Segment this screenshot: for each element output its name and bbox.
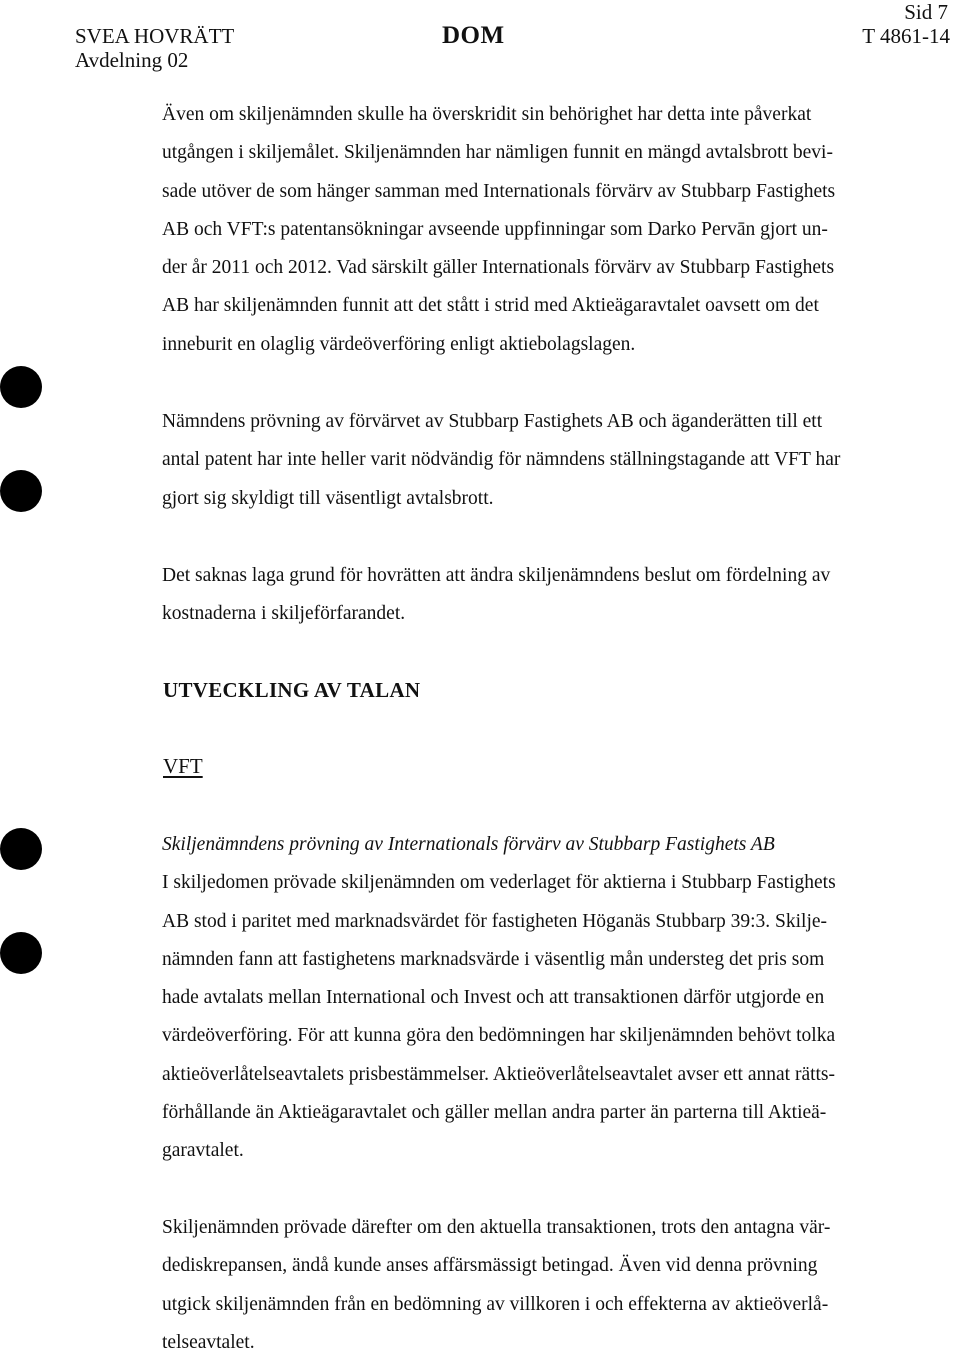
case-number: T 4861-14: [862, 24, 950, 48]
document-type: DOM: [442, 22, 505, 49]
text-line: nämnden fann att fastighetens marknadsvärde i väsentlig mån understeg det pris som: [162, 948, 825, 970]
text-line: Nämndens prövning av förvärvet av Stubbarp Fastighets AB och äganderätten till ett: [162, 411, 823, 432]
paragraph-3: [162, 557, 932, 634]
text-line: Skiljenämnden prövade därefter om den aktuella transaktionen, trots den antagna vär-: [162, 1217, 831, 1238]
paragraph-2: [162, 403, 932, 518]
text-line: der år 2011 och 2012. Vad särskilt gäller Internationals förvärv av Stubbarp Fastighets: [162, 257, 835, 279]
text-line: AB stod i paritet med marknadsvärdet för fastigheten Höganäs Stubbarp 39:3. Skilje-: [162, 910, 828, 932]
page-number: Sid 7: [904, 0, 948, 24]
text-line: utgick skiljenämnden från en bedömning av villkoren i och effekterna av aktieöverlå-: [162, 1293, 829, 1315]
text-line: AB har skiljenämnden funnit att det stått i strid med Aktieägaravtalet oavsett om det: [162, 295, 819, 317]
text-line: telseavtalet.: [162, 1331, 255, 1353]
court-name: SVEA HOVRÄTT: [75, 24, 235, 48]
punch-hole: [0, 470, 42, 512]
text-line: kostnaderna i skiljeförfarandet.: [162, 603, 406, 625]
paragraph-1: [162, 96, 932, 364]
text-line: sade utöver de som hänger samman med Internationals förvärv av Stubbarp Fastighets: [162, 180, 836, 202]
division: Avdelning 02: [75, 48, 189, 72]
text-line: Det saknas laga grund för hovrätten att ändra skiljenämndens beslut om fördelning av: [162, 565, 831, 586]
text-line: garavtalet.: [162, 1140, 244, 1162]
text-line: dediskrepansen, ändå kunde anses affärsmässigt betingad. Även vid denna prövning: [162, 1255, 818, 1277]
subsection-title: Skiljenämndens prövning av Internationals förvärv av Stubbarp Fastighets AB: [162, 834, 775, 855]
text-line: gjort sig skyldigt till väsentligt avtalsbrott.: [162, 487, 494, 509]
text-line: utgången i skiljemålet. Skiljenämnden har nämligen funnit en mängd avtalsbrott bevi-: [162, 142, 833, 164]
text-line: antal patent har inte heller varit nödvändig för nämndens ställningstagande att VFT har: [162, 449, 841, 471]
text-line: förhållande än Aktieägaravtalet och gäller mellan andra parter än parterna till Aktieä-: [162, 1102, 827, 1124]
text-line: hade avtalats mellan International och Invest och att transaktionen därför utgjorde en: [162, 987, 825, 1009]
text-line: aktieöverlåtelseavtalets prisbestämmelser. Aktieöverlåtelseavtalet avser ett annat rätts-: [162, 1063, 836, 1085]
paragraph-4: [162, 826, 932, 1171]
section-heading: UTVECKLING AV TALAN: [163, 678, 421, 702]
paragraph-5: [162, 1209, 932, 1362]
text-line: I skiljedomen prövade skiljenämnden om vederlaget för aktierna i Stubbarp Fastighets: [162, 872, 836, 894]
party-heading: VFT: [163, 754, 203, 778]
text-line: Även om skiljenämnden skulle ha överskridit sin behörighet har detta inte påverkat: [162, 104, 812, 125]
text-line: värdeöverföring. För att kunna göra den bedömningen har skiljenämnden behövt tolka: [162, 1025, 836, 1047]
text-line: AB och VFT:s patentansökningar avseende uppfinningar som Darko Pervān gjort un-: [162, 218, 828, 240]
text-line: inneburit en olaglig värdeöverföring enligt aktiebolagslagen.: [162, 333, 636, 355]
punch-hole: [0, 828, 42, 870]
punch-hole: [0, 366, 42, 408]
punch-hole: [0, 932, 42, 974]
